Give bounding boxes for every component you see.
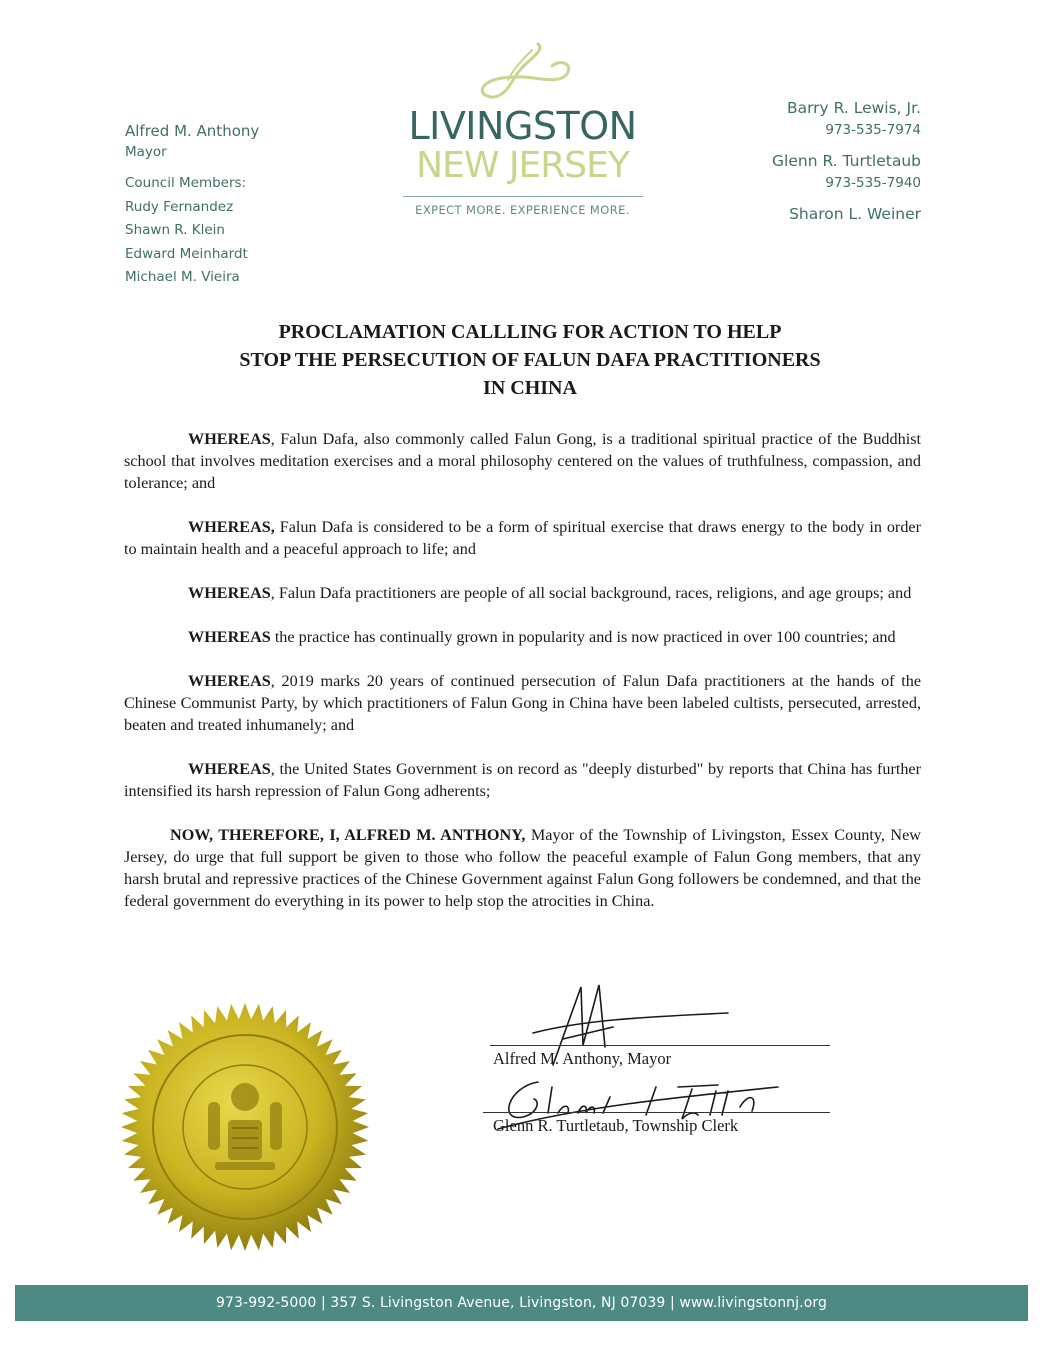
whereas-lead: WHEREAS: [188, 584, 271, 602]
official-entry: [772, 149, 921, 194]
livingston-logo: [385, 40, 660, 245]
whereas-lead: WHEREAS: [188, 760, 271, 778]
gold-township-seal: [120, 1002, 370, 1252]
proclamation-body: [124, 428, 921, 934]
logo-wordmark-new-jersey: NEW JERSEY: [416, 145, 629, 186]
official-entry: [772, 202, 921, 226]
council-member: Edward Meinhardt: [125, 245, 248, 262]
official-entry: [772, 96, 921, 141]
paragraph-text: , Falun Dafa practitioners are people of all social background, races, religions, and age groups; and: [270, 584, 912, 602]
whereas-paragraph: [124, 516, 921, 560]
paragraph-text: , the United States Government is on record as "deeply disturbed" by reports that China has further intensified its harsh repression of Falun Gong adherents;: [124, 760, 921, 800]
footer-contact-text: 973-992-5000 | 357 S. Livingston Avenue, Livingston, NJ 07039 | www.livingstonnj.org: [216, 1295, 827, 1311]
proclamation-title: [120, 318, 940, 402]
council-member: Michael M. Vieira: [125, 269, 240, 285]
official-name: Glenn R. Turtletaub: [772, 152, 921, 170]
whereas-lead: WHEREAS: [188, 672, 271, 690]
paragraph-text: , Falun Dafa, also commonly called Falun Gong, is a traditional spiritual practice of the Buddhist school that involves meditation exercises and a moral philosophy centered on the values of truthfulness, compassion, and tolerance; and: [124, 430, 921, 492]
resolution-lead: NOW, THEREFORE, I, ALFRED M. ANTHONY,: [170, 826, 526, 844]
logo-wordmark-livingston: LIVINGSTON: [408, 104, 637, 148]
official-name: Barry R. Lewis, Jr.: [786, 99, 921, 117]
clerk-signature-label: Glenn R. Turtletaub, Township Clerk: [493, 1116, 739, 1135]
council-members-heading: Council Members:: [125, 175, 247, 191]
signature-block: [478, 975, 838, 1145]
title-line: STOP THE PERSECUTION OF FALUN DAFA PRACTITIONERS: [239, 349, 821, 371]
official-phone: 973-535-7974: [825, 122, 921, 138]
whereas-lead: WHEREAS: [188, 628, 271, 646]
council-member: Rudy Fernandez: [125, 198, 234, 215]
whereas-paragraph: [124, 758, 921, 802]
logo-tagline: EXPECT MORE. EXPERIENCE MORE.: [415, 203, 630, 217]
paragraph-text: Mayor of the Township of Livingston, Essex County, New Jersey, do urge that full support be given to those who follow the peaceful example of Falun Gong members, that any harsh brutal and repressive practices of the Chinese Government against Falun Gong followers be condemned, and that the federal government do everything in its power to help stop the atrocities in China.: [124, 826, 921, 910]
title-line: PROCLAMATION CALLLING FOR ACTION TO HELP: [278, 321, 782, 343]
ribbon-swirl-icon: [468, 40, 578, 104]
council-member: Shawn R. Klein: [125, 222, 225, 238]
whereas-lead: WHEREAS: [188, 430, 271, 448]
clerk-signature-line: [483, 1112, 830, 1113]
mayor-title: Mayor: [125, 144, 167, 160]
officials-header: [772, 96, 921, 234]
footer-bar: [15, 1285, 1028, 1321]
mayor-name: Alfred M. Anthony: [125, 122, 260, 140]
whereas-lead: WHEREAS,: [188, 518, 275, 536]
official-name: Sharon L. Weiner: [789, 205, 921, 223]
logo-divider: [403, 196, 643, 197]
title-line: IN CHINA: [483, 377, 577, 399]
council-header: [125, 120, 259, 290]
resolution-paragraph: [124, 824, 921, 912]
paragraph-text: the practice has continually grown in popularity and is now practiced in over 100 countries; and: [270, 628, 896, 646]
whereas-paragraph: [124, 670, 921, 736]
official-phone: 973-535-7940: [825, 175, 921, 191]
whereas-paragraph: [124, 582, 921, 604]
mayor-signature-line: [490, 1045, 830, 1046]
paragraph-text: Falun Dafa is considered to be a form of spiritual exercise that draws energy to the body in order to maintain health and a peaceful approach to life; and: [124, 518, 921, 558]
mayor-signature-label: Alfred M. Anthony, Mayor: [493, 1049, 672, 1068]
whereas-paragraph: [124, 626, 921, 648]
paragraph-text: , 2019 marks 20 years of continued persecution of Falun Dafa practitioners at the hands of the Chinese Communist Party, by which practitioners of Falun Gong in China have been labeled cultists, persecuted, arrested, beaten and treated inhumanely; and: [124, 672, 921, 734]
whereas-paragraph: [124, 428, 921, 494]
